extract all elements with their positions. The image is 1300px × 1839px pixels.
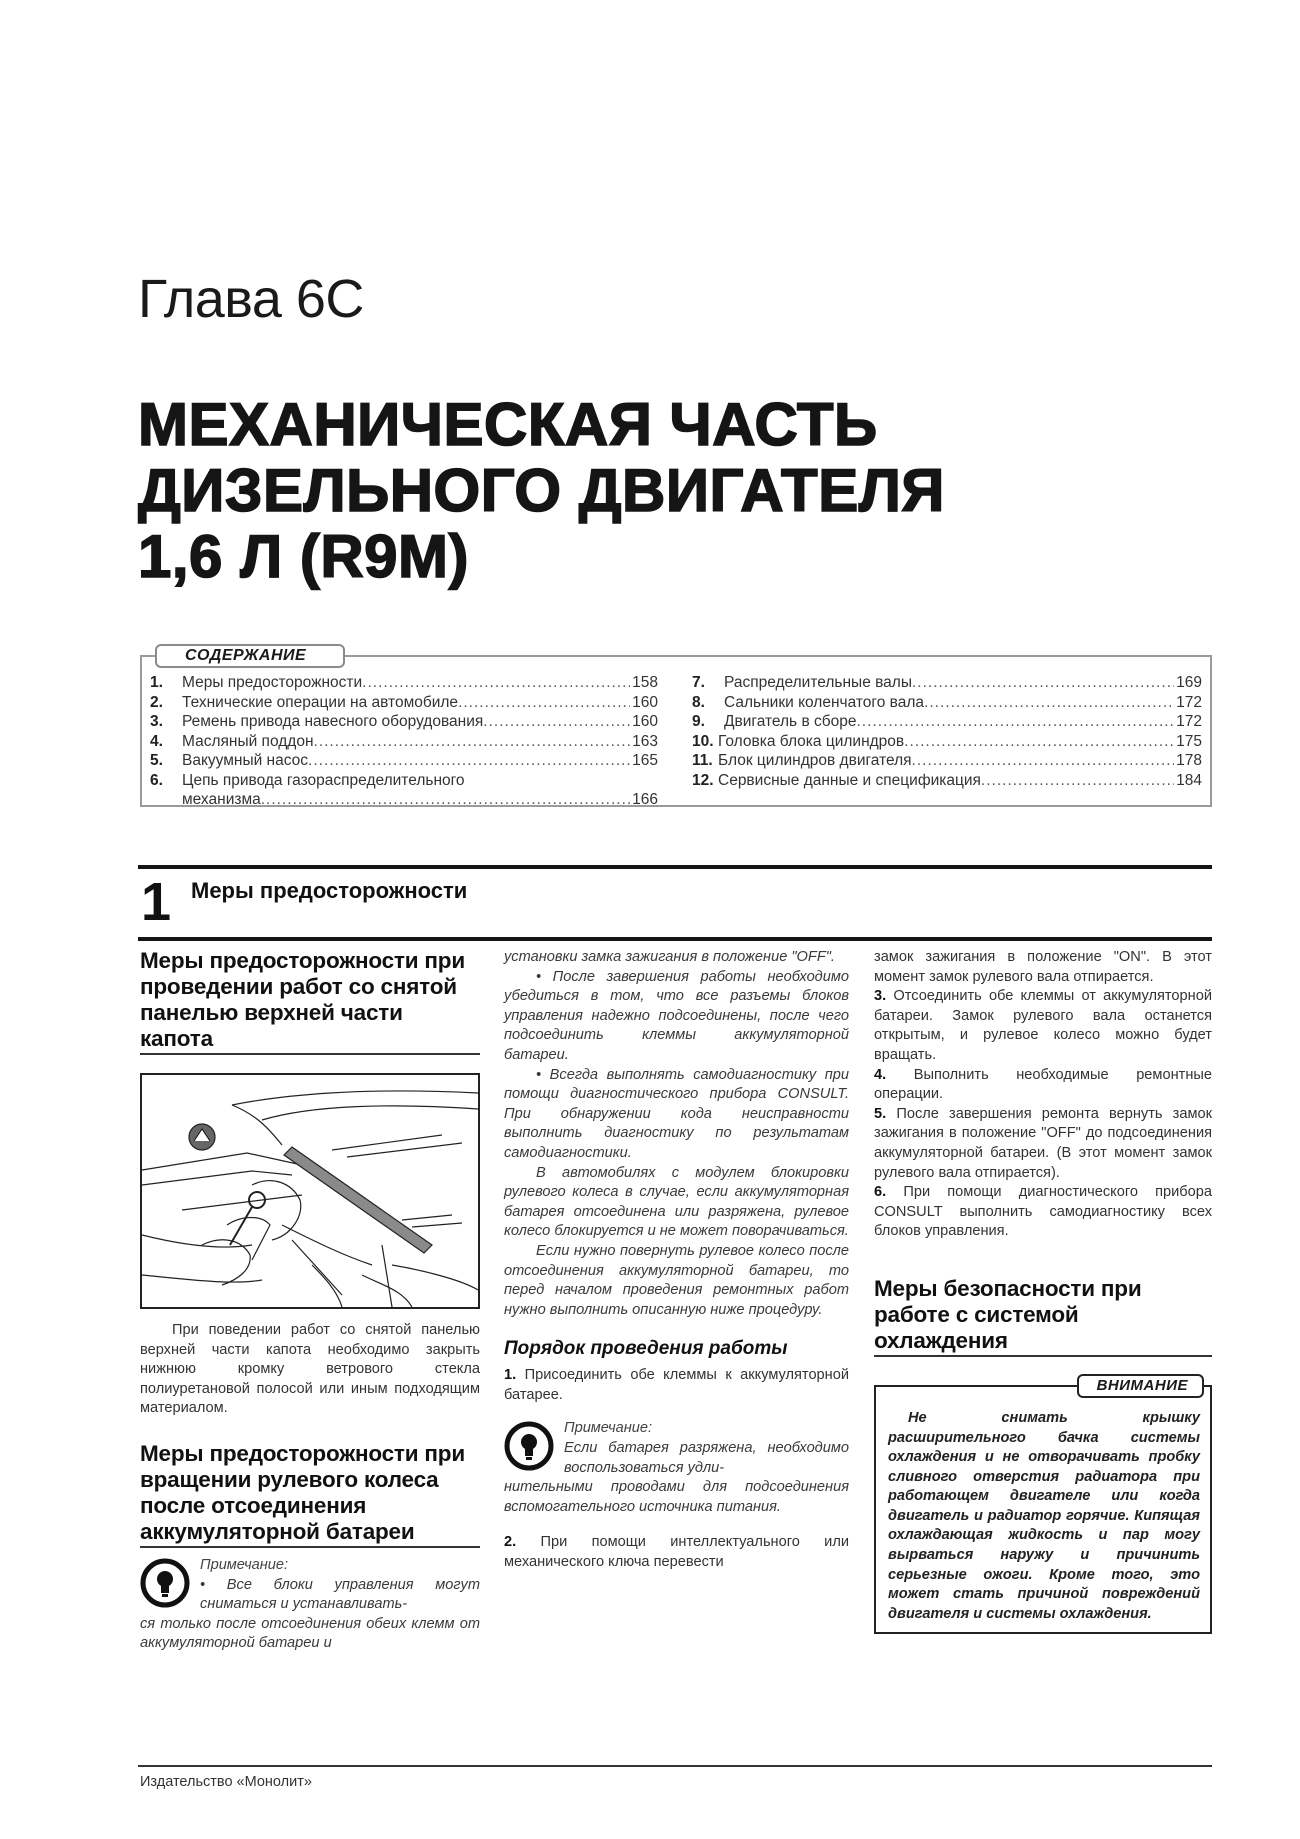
- procedure-step: [874, 1183, 1212, 1242]
- chapter-title-line: МЕХАНИЧЕСКАЯ ЧАСТЬ: [138, 391, 878, 458]
- toc-entry-title: Двигатель в сборе: [724, 713, 857, 730]
- toc-entry-page: 178: [1176, 752, 1202, 769]
- toc-entry[interactable]: [150, 751, 658, 771]
- step-number: 1.: [504, 1367, 517, 1384]
- paragraph: установки замка зажигания в положение "OFF".: [504, 949, 835, 965]
- toc-entry-page: 172: [1176, 713, 1202, 730]
- note-text-first: • Все блоки управления могут сниматься и устанавливать-: [200, 1576, 480, 1613]
- paragraph: • Всегда выполнять самодиагностику при помощи диагностического прибора CONSULT. При обнаружении кода неисправности выполнить диагностику по результатам самодиагностики.: [504, 1066, 849, 1161]
- toc-entry-continuation[interactable]: [150, 790, 658, 810]
- step-number: 6.: [874, 1184, 887, 1201]
- chapter-title-line: ДИЗЕЛЬНОГО ДВИГАТЕЛЯ: [138, 457, 945, 524]
- toc-entry-number: 4.: [150, 732, 163, 750]
- section-rule-bottom: [138, 937, 1212, 941]
- procedure-step: [874, 1066, 1212, 1105]
- toc-leader-dots: [362, 673, 630, 693]
- toc-entry-page: 165: [632, 752, 658, 769]
- note-text-first: Если батарея разряжена, необходимо воспользоваться удли-: [564, 1440, 849, 1476]
- toc-entry[interactable]: [692, 673, 1202, 693]
- toc-entry[interactable]: [150, 771, 658, 791]
- toc-entry-title: Масляный поддон: [182, 732, 314, 750]
- toc-leader-dots: [981, 771, 1174, 791]
- toc-entry-page: 158: [632, 674, 658, 691]
- toc-leader-dots: [483, 712, 630, 732]
- toc-entry-number: 3.: [150, 713, 163, 730]
- toc-entry[interactable]: [692, 771, 1202, 791]
- paragraph: Если нужно повернуть рулевое колесо после отсоединения аккумуляторной батареи, то перед началом проведения ремонтных работ нужно выполнить описанную ниже процедуру.: [504, 1242, 849, 1318]
- toc-leader-dots: [924, 693, 1174, 713]
- toc-column-left: [150, 673, 658, 810]
- note-label: Примечание:: [564, 1420, 653, 1437]
- toc-entry-title: Головка блока цилиндров: [718, 732, 905, 750]
- toc-entry-number: 10.: [692, 732, 714, 750]
- toc-entry[interactable]: [692, 712, 1202, 732]
- column-1: [140, 948, 480, 1654]
- toc-entry-title: Сальники коленчатого вала: [724, 693, 925, 711]
- step-text: При помощи интеллектуального или механического ключа перевести: [504, 1534, 849, 1571]
- toc-entry-page: 163: [632, 732, 658, 750]
- section-title: Меры предосторожности: [191, 878, 468, 903]
- toc-label: СОДЕРЖАНИЕ: [155, 644, 345, 668]
- table-of-contents: [140, 647, 1212, 808]
- toc-entry-page: 172: [1176, 693, 1202, 711]
- subsection-heading: Меры предосторожности при проведении работ со снятой панелью верхней части капота: [140, 948, 480, 1055]
- toc-entry[interactable]: [692, 751, 1202, 771]
- lightbulb-note-icon: [504, 1421, 554, 1471]
- toc-entry-number: 5.: [150, 752, 163, 769]
- toc-entry-page: 160: [632, 713, 658, 730]
- toc-entry-page: 169: [1176, 674, 1202, 691]
- toc-leader-dots: [912, 673, 1174, 693]
- toc-entry[interactable]: [692, 732, 1202, 752]
- step-text: Отсоединить обе клеммы от аккумуляторной батареи. Замок рулевого вала останется открытым, и рулевое колесо можно будет вращать.: [874, 988, 1212, 1063]
- toc-column-right: [692, 673, 1202, 790]
- toc-entry-title: Блок цилиндров двигателя: [718, 752, 912, 769]
- chapter-title: [138, 392, 1138, 590]
- note-block: [504, 1419, 849, 1517]
- section-number: 1: [141, 872, 172, 932]
- paragraph: При поведении работ со снятой панелью верхней части капота необходимо закрыть нижнюю кромку ветрового стекла полиуретановой полосой или иным подходящим материалом.: [140, 1322, 480, 1417]
- toc-entry-number: 6.: [150, 771, 163, 789]
- step-text: При помощи диагностического прибора CONSULT выполнить самодиагностику всех блоков управления.: [874, 1184, 1213, 1240]
- subsection-heading: Меры безопасности при работе с системой охлаждения: [874, 1276, 1212, 1357]
- toc-leader-dots: [314, 732, 631, 752]
- illustration-windshield-strip: [140, 1073, 480, 1309]
- step-number: 5.: [874, 1105, 887, 1122]
- procedure-step: [504, 1366, 849, 1405]
- toc-leader-dots: [458, 693, 630, 713]
- step-text: Выполнить необходимые ремонтные операции.: [874, 1066, 1212, 1103]
- toc-entry-title: Цепь привода газораспределительного: [182, 771, 465, 789]
- column-3: [874, 948, 1212, 1634]
- toc-leader-dots: [308, 751, 630, 771]
- clip-icon: [189, 1124, 215, 1150]
- toc-entry-number: 7.: [692, 674, 705, 691]
- chapter-label: Глава 6C: [138, 269, 364, 329]
- note-label: Примечание:: [200, 1556, 289, 1573]
- procedure-step: [874, 1105, 1212, 1183]
- toc-leader-dots: [261, 790, 630, 810]
- warning-text: Не снимать крышку расширительного бачка системы охлаждения и не отворачивать пробку сливного отверстия радиатора при работающем двигателе или когда двигатель и радиатор горячие. Кипящая охлаждающая жидкость и пар могу вырваться наружу и причинить серьезные ожоги. Кроме того, это может стать причиной повреждений двигателя и системы охлаждения.: [888, 1409, 1200, 1622]
- toc-entry-page: 184: [1176, 771, 1202, 789]
- toc-leader-dots: [904, 732, 1174, 752]
- chapter-title-line: 1,6 Л (R9M): [138, 523, 469, 590]
- toc-entry[interactable]: [150, 712, 658, 732]
- column-2: [504, 948, 849, 1573]
- toc-entry-page: 166: [632, 791, 658, 808]
- toc-entry-page: 160: [632, 693, 658, 711]
- paragraph: замок зажигания в положение "ON". В этот момент замок рулевого вала отпирается.: [874, 949, 1212, 985]
- warning-box: [874, 1376, 1212, 1635]
- toc-entry-number: 12.: [692, 771, 714, 789]
- paragraph: В автомобилях с модулем блокировки рулевого колеса в случае, если аккумуляторная батарея отсоединена или разряжена, рулевое колесо блокируется и не может поворачиваться.: [504, 1164, 849, 1240]
- toc-leader-dots: [912, 751, 1175, 771]
- toc-entry-number: 8.: [692, 693, 705, 711]
- toc-entry-title: механизма: [182, 791, 261, 808]
- note-text-rest: нительными проводами для подсоединения вспомогательного источника питания.: [504, 1479, 849, 1515]
- toc-entry-number: 2.: [150, 693, 163, 711]
- toc-entry-title: Вакуумный насос: [182, 752, 309, 769]
- toc-entry-title: Ремень привода навесного оборудования: [182, 713, 484, 730]
- section-rule-top: [138, 865, 1212, 869]
- note-text: [140, 1576, 480, 1654]
- lightbulb-note-icon: [140, 1558, 190, 1608]
- note-block: [140, 1556, 480, 1654]
- toc-entry[interactable]: [692, 693, 1202, 713]
- procedure-heading: Порядок проведения работы: [504, 1338, 788, 1360]
- step-number: 4.: [874, 1066, 887, 1083]
- toc-entry-title: Технические операции на автомобиле: [182, 693, 459, 711]
- step-text: После завершения ремонта вернуть замок зажигания в положение "OFF" до подсоединения аккумуляторной батареи. (В этот момент замок рулевого вала отпирается).: [874, 1105, 1212, 1181]
- toc-entry-number: 1.: [150, 674, 163, 691]
- toc-entry[interactable]: [150, 732, 658, 752]
- toc-entry-number: 9.: [692, 713, 705, 730]
- warning-label: ВНИМАНИЕ: [1077, 1374, 1204, 1398]
- step-number: 3.: [874, 988, 887, 1005]
- toc-entry[interactable]: [150, 673, 658, 693]
- note-text: [504, 1439, 849, 1517]
- subsection-heading: Меры предосторожности при вращении рулевого колеса после отсоединения аккумуляторной батареи: [140, 1441, 480, 1548]
- publisher-footer: Издательство «Монолит»: [140, 1774, 312, 1790]
- toc-entry-title: Меры предосторожности: [182, 674, 363, 691]
- note-text-rest: ся только после отсоединения обеих клемм от аккумуляторной батареи и: [140, 1615, 480, 1652]
- toc-entry[interactable]: [150, 693, 658, 713]
- procedure-step: [504, 1533, 849, 1572]
- windshield-illustration: [142, 1075, 478, 1307]
- toc-entry-title: Распределительные валы: [724, 674, 912, 691]
- step-number: 2.: [504, 1534, 517, 1551]
- step-text: Присоединить обе клеммы к аккумуляторной батарее.: [504, 1367, 850, 1403]
- toc-entry-title: Сервисные данные и спецификация: [718, 771, 981, 789]
- footer-rule: [138, 1765, 1212, 1767]
- procedure-step: [874, 987, 1212, 1065]
- toc-leader-dots: [856, 712, 1174, 732]
- toc-entry-number: 11.: [692, 752, 713, 769]
- paragraph: • После завершения работы необходимо убедиться в том, что все разъемы блоков управления надежно подсоединены, после чего подсоединить клеммы аккумуляторной батареи.: [504, 968, 849, 1063]
- toc-entry-page: 175: [1176, 732, 1202, 750]
